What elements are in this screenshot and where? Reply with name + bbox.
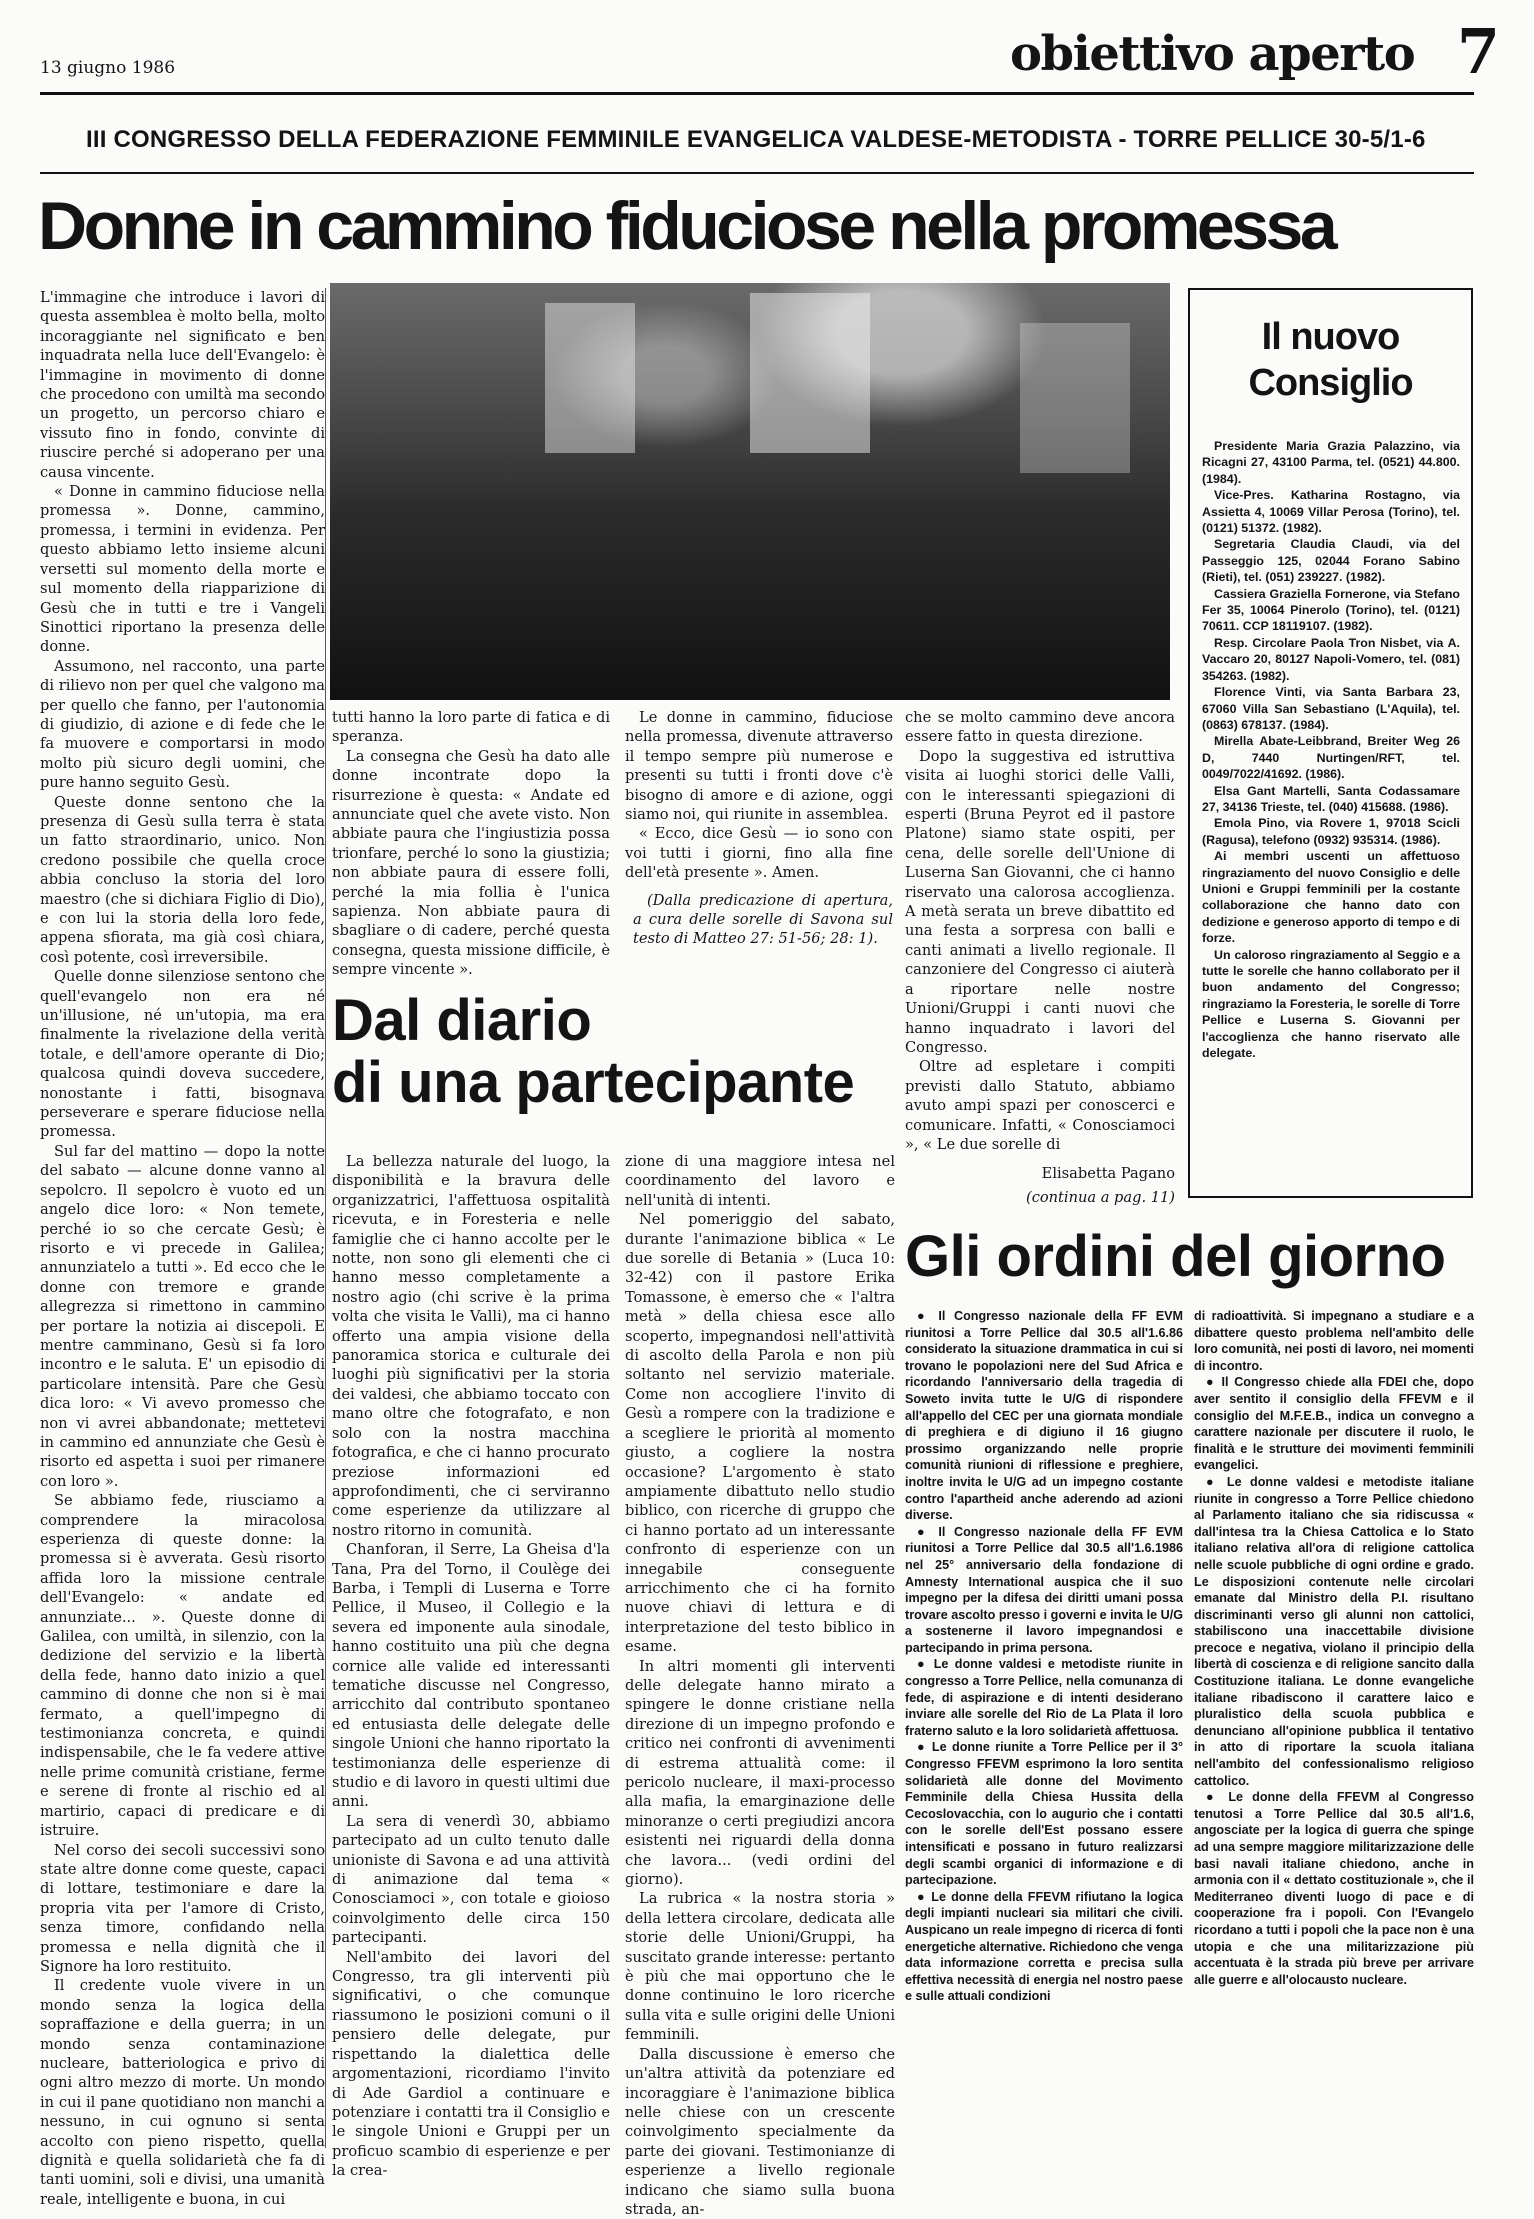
diary-paragraph: Dopo la suggestiva ed istruttiva visita ai luoghi storici delle Valli, con le interessanti spiegazioni di esperti (Bruna Peyrot ed il pastore Platone) siamo state ospiti, per cena, delle sorelle dell'Unione di Luserna San Giovanni, che ci hanno riservato una calorosa accoglienza. A metà serata un breve dibattito ed una festa a sorpresa con balli e canti animati a livello regionale. Il canzoniere del Congresso ci aiuterà a riportare nelle nostre Unioni/Gruppi i canti nuovi che hanno inquadrato i lavori del Congresso. xyxy=(905,747,1175,1056)
odg-column-1 xyxy=(905,1308,1183,2152)
odg-item: ● Le donne valdesi e metodiste riunite in congresso a Torre Pellice, nella comunanza di fede, di aspirazione e di intenti desiderano inviare alle sorelle del Rio de La Plata il loro fraterno saluto e la loro solidarietà affettuosa. xyxy=(905,1657,1183,1738)
diary-paragraph: La rubrica « la nostra storia » della lettera circolare, dedicata alle storie delle Unioni/Gruppi, ha suscitato grande interesse: pertanto è più che mai opportuno che le donne continuino le loro ricerche sulla vita e sulle origini delle Unioni femminili. xyxy=(625,1890,895,2044)
council-thanks: Un caloroso ringraziamento al Seggio e a tutte le sorelle che hanno collaborato per il buon andamento del Congresso; ringraziamo la Foresteria, le sorelle di Torre Pellice e Luserna S. Giovanni per l'accoglienza che hanno riservato alle delegate. xyxy=(1202,947,1460,1061)
diary-paragraph: Nel pomeriggio del sabato, durante l'animazione biblica « Le due sorelle di Betania » (Luca 10: 32-42) con il pastore Erika Tomassone, è emerso che « l'altra metà » della chiesa esce allo scoperto, impegnandosi nell'attività di ascolto della Parola e non più soltanto nel servizio materiale. Come non accogliere l'invito di Gesù a rompere con la tradizione e a scegliere le priorità al momento giusto, a cogliere la nostra occasione? L'argomento è stato ampiamente dibattuto nello studio biblico, con ricerche di gruppo che ci hanno portato ad un interessante confronto di esperienze con un innegabile conseguente arricchimento che ci ha fornito nuove chiavi di lettura e di interpretazione del testo biblico in esame. xyxy=(625,1211,895,1656)
article-column-1 xyxy=(40,288,325,2208)
council-thanks: Ai membri uscenti un affettuoso ringraziamento del nuovo Consiglio e delle Unioni e Gruppi femminili per la costante collaborazione che hanno dato con dedizione e generoso apporto di tempo e di forze. xyxy=(1202,849,1460,946)
diary-paragraph: In altri momenti gli interventi delle delegate hanno mirato a spingere le donne cristiane nella direzione di un impegno profondo e critico nei confronti di avvenimenti di estrema attualità come: il pericolo nucleare, il maxi-processo alla mafia, la emarginazione delle minoranze o certi pregiudizi ancora esistenti nei riguardi della donna che lavora... (vedi ordini del giorno). xyxy=(625,1657,895,1889)
page-number: 7 xyxy=(1456,15,1500,88)
council-entry: Segretaria Claudia Claudi, via del Passeggio 125, 02044 Forano Sabino (Rieti), tel. (051) 239227. (1982). xyxy=(1202,537,1460,585)
council-entry: Resp. Circolare Paola Tron Nisbet, via A. Vaccaro 20, 80127 Napoli-Vomero, tel. (081) 354263. (1982). xyxy=(1202,635,1460,683)
council-box xyxy=(1188,288,1473,1198)
source-note: (Dalla predicazione di apertura, a cura delle sorelle di Savona sul testo di Matteo 27: 51-56; 28: 1). xyxy=(633,891,893,948)
masthead-rule xyxy=(40,92,1474,95)
diary-paragraph: Nell'ambito dei lavori del Congresso, tra gli interventi più significativi, o che comunque riassumono le posizioni comuni o il pensiero delle delegate, pur rispettando la dialettica delle argomentazioni, ricordiamo l'invito di Ade Gardiol a continuare e potenziare i contatti tra il Consiglio e le singole Unioni e Gruppi per un proficuo scambio di esperienze e per la crea- xyxy=(332,1948,610,2180)
article-paragraph: Il credente vuole vivere in un mondo senza la logica della sopraffazione e della guerra; in un mondo senza contaminazione nucleare, batteriologica e privo di ogni altro mezzo di morte. Un mondo in cui il pane quotidiano non manchi a nessuno, in cui ognuno si senta accolto con pieno rispetto, quella dignità e quella solidarietà che fa di tanti uomini, soli e divisi, una umanità reale, intelligente e buona, in cui xyxy=(40,1977,325,2208)
diary-paragraph: Dalla discussione è emerso che un'altra attività da potenziare ed incoraggiare è l'animazione biblica nelle chiese con un crescente coinvolgimento specialmente da parte dei giovani. Testimonianze di esperienze a livello regionale indicano che siamo sulla buona strada, an- xyxy=(625,2045,895,2218)
section-title: obiettivo aperto xyxy=(1010,26,1415,82)
council-title xyxy=(1190,314,1471,414)
author-signature: Elisabetta Pagano xyxy=(1041,1165,1175,1183)
article-paragraph: L'immagine che introduce i lavori di questa assemblea è molto bella, molto incoraggiante nel significato e ben inquadrata nella luce dell'Evangelo: è l'immagine in movimento di donne che procedono con umiltà ma secondo un progetto, un percorso chiaro e vissuto fino in fondo, convinte di riuscire perché si adoperano per una causa vincente. xyxy=(40,289,325,481)
article-paragraph: La consegna che Gesù ha dato alle donne incontrate dopo la risurrezione è questa: « Andate ed annunciate quel che avete visto. Non abbiate paura che l'ingiustizia possa trionfare, perché lo sono la giustizia; non abbiate paura di essere folli, perché la mia follia è l'unica sapienza. Non abbiate paura di sbagliare o di cadere, perché questa consegna, questa missione difficile, è sempre vincente ». xyxy=(332,747,610,979)
council-title-line-1: Il nuovo xyxy=(1261,316,1400,358)
column-rule xyxy=(325,288,326,2148)
diary-paragraph: La bellezza naturale del luogo, la disponibilità e la bravura delle organizzatrici, l'affettuosa ospitalità ricevuta, e in Foresteria e nelle famiglie che ci hanno accolte per le notte, non sono gli elementi che ci hanno messo completamente a nostro agio (chi scrive è la prima volta che visita le Valli), ma ci hanno offerto una ampia visione della panoramica storica e culturale dei luoghi più significativi per la storia dei valdesi, che abbiamo toccato con mano oltre che fotografato, e non solo con la nostra macchina fotografica, e che ci hanno procurato preziose informazioni ed approfondimenti, che ci serviranno come esperienze da utilizzare al nostro ritorno in comunità. xyxy=(332,1153,610,1539)
diary-column-1 xyxy=(332,1152,610,2180)
diary-paragraph: zione di una maggiore intesa nel coordinamento del lavoro e nell'unità di intenti. xyxy=(625,1153,895,1209)
odg-item: ● Il Congresso chiede alla FDEI che, dopo aver sentito il consiglio della FFEVM e il consiglio del M.F.E.B., indica un convegno a carattere nazionale per discutere il ruolo, le finalità e le strutture dei movimenti femminili evangelici. xyxy=(1194,1375,1474,1473)
odg-item: ● Le donne della FFEVM al Congresso tenutosi a Torre Pellice dal 30.5 all'1.6, angosciate per la logica di guerra che spinge ad una sempre maggiore militarizzazione delle basi navali italiane chiedono, anche in armonia con il « dettato costituzionale », che il Mediterraneo diventi luogo di pace e di cooperazione fra i popoli. Con l'Evangelo ricordano a tutti i popoli che la pace non è una utopia e che una militarizzazione più accentuata è la strada più breve per arrivare alle guerre e all'olocausto nucleare. xyxy=(1194,1790,1474,1987)
diary-headline-line-2: di una partecipante xyxy=(332,1050,855,1115)
odg-headline: Gli ordini del giorno xyxy=(905,1224,1446,1289)
diary-paragraph: La sera di venerdì 30, abbiamo partecipato ad un culto tenuto dalle unioniste di Savona e ad una attività di animazione dal tema « Conosciamoci », con totale e gioioso coinvolgimento delle circa 150 partecipanti. xyxy=(332,1812,610,1947)
council-entry: Elsa Gant Martelli, Santa Codassamare 27, 34136 Trieste, tel. (040) 415688. (1986). xyxy=(1202,783,1460,814)
diary-column-3 xyxy=(905,708,1175,1208)
odg-item: di radioattività. Si impegnano a studiare e a dibattere questo problema nell'ambito delle loro comunità, nei posti di lavoro, nei momenti di incontro. xyxy=(1194,1309,1474,1373)
council-entry: Presidente Maria Grazia Palazzino, via Ricagni 27, 43100 Parma, tel. (0521) 44.800. (1984). xyxy=(1202,439,1460,486)
article-paragraph: Assumono, nel racconto, una parte di rilievo non per quel che valgono ma per quello che fanno, per l'autonomia di giudizio, di azione e di fede che le fa muovere e comportarsi in modo molto più sicuro degli uomini, che pure hanno seguito Gesù. xyxy=(40,657,325,792)
diary-column-2 xyxy=(625,1152,895,2218)
odg-item: ● Le donne della FFEVM rifiutano la logica degli impianti nucleari sia militari che civili. Auspicano un reale impegno di ricerca di fonti energetiche alternative. Richiedono che venga data informazione corretta e precisa sulla effettiva necessità di energia nel nostro paese e sulle attuali condizioni xyxy=(905,1889,1183,2004)
diary-headline-line-1: Dal diario xyxy=(332,988,592,1053)
council-entry: Vice-Pres. Katharina Rostagno, via Assietta 4, 10069 Villar Perosa (Torino), tel. (0121) 51372. (1982). xyxy=(1202,488,1460,536)
continued-note: (continua a pag. 11) xyxy=(1026,1188,1175,1206)
diary-headline xyxy=(332,990,912,1120)
council-entry: Emola Pino, via Rovere 1, 97018 Scicli (Ragusa), telefono (0932) 935314. (1986). xyxy=(1202,816,1460,847)
headline: Donne in cammino fiduciose nella promessa xyxy=(38,188,1335,264)
article-column-3 xyxy=(625,708,893,978)
council-entry: Mirella Abate-Leibbrand, Breiter Weg 26 D, 7440 Nurtingen/RFT, tel. 0049/7022/41692. (1986). xyxy=(1202,734,1460,782)
article-paragraph: Le donne in cammino, fiduciose nella promessa, divenute attraverso il tempo sempre più numerose e presenti su tutti i fronti dove c'è bisogno di amore e di azione, oggi siamo noi, qui riunite in assemblea. xyxy=(625,709,893,824)
council-list xyxy=(1202,438,1460,1188)
diary-paragraph: Chanforan, il Serre, La Gheisa d'la Tana, Pra del Torno, il Coulège dei Barba, i Templi di Luserna e Torre Pellice, il Museo, il Collegio e la severa ed imponente aula sinodale, hanno costituito una più che degna cornice alle valide ed interessanti tematiche discusse nel Congresso, arricchito dal contributo spontaneo ed entusiasta delle delegate delle singole Unioni che hanno riportato la testimonianza delle esperienze di studio e di lavoro in questi ultimi due anni. xyxy=(332,1541,610,1811)
window-shape xyxy=(545,303,635,453)
article-paragraph: « Ecco, dice Gesù — io sono con voi tutti i giorni, fino alla fine dell'età presente ». Amen. xyxy=(625,825,893,882)
odg-item: ● Il Congresso nazionale della FF EVM riunitosi a Torre Pellice dal 30.5 all'1.6.86 considerato la situazione drammatica in cui si trovano le popolazioni nere del Sud Africa e ricordando l'anniversario della tragedia di Soweto invita tutte le U/G di rispondere all'appello del CEC per una giornata mondiale di preghiera e di digiuno il 16 giugno prossimo organizzando nelle proprie comunità riunioni di riflessione e preghiere, inoltre invita le U/G ad un impegno costante contro l'apartheid anche aderendo ad azioni diverse. xyxy=(905,1309,1183,1523)
article-paragraph: « Donne in cammino fiduciose nella promessa ». Donne, cammino, promessa, i termini in evidenza. Per questo abbiamo letto insieme alcuni versetti sul momento della morte e sul momento della riapparizione di Gesù che in tutti e tre i Vangeli Sinottici riportano la presenza delle donne. xyxy=(40,483,325,656)
article-column-2 xyxy=(332,708,610,978)
odg-item: ● Le donne riunite a Torre Pellice per il 3° Congresso FFEVM esprimono la loro sentita solidarietà alle donne del Movimento Femminile della Chiesa Hussita della Cecoslovacchia, con lo augurio che i contatti con le sorelle dell'Est possano essere intensificati e possano in futuro realizzarsi degli scambi organici di informazione e di partecipazione. xyxy=(905,1740,1183,1888)
diary-paragraph: che se molto cammino deve ancora essere fatto in questa direzione. xyxy=(905,709,1175,746)
article-paragraph: Queste donne sentono che la presenza di Gesù sulla terra è stata un fatto straordinario, unico. Non credono possibile che quella croce abbia concluso la storia del loro maestro (che si dichiara Figlio di Dio), e con lui la storia della loro fede, appena sfiorata, ma già così chiara, così potente, così irreversibile. xyxy=(40,793,325,966)
window-shape xyxy=(1020,323,1130,473)
article-paragraph: Quelle donne silenziose sentono che quell'evangelo non era né un'illusione, né un'utopia, ma era finalmente la rivelazione della verità totale, e dell'amore operante di Dio; qualcosa quindi doveva succedere, nonostante i fatti, bisognava perseverare e sperare fiduciose nella promessa. xyxy=(40,968,325,1141)
article-paragraph: Nel corso dei secoli successivi sono state altre donne come queste, capaci di lottare, testimoniare e dare la propria vita per l'amore di Cristo, senza timore, confidando nella promessa e nella dignità che il Signore ha loro restituito. xyxy=(40,1841,325,1975)
assembly-photo xyxy=(330,283,1170,700)
council-title-line-2: Consiglio xyxy=(1248,362,1413,404)
council-entry: Cassiera Graziella Fornerone, via Stefano Fer 35, 10064 Pinerolo (Torino), tel. (0121) 70611. CCP 18119107. (1982). xyxy=(1202,586,1460,634)
odg-item: ● Le donne valdesi e metodiste italiane riunite in congresso a Torre Pellice chiedono al Parlamento italiano che sia ridiscussa « dall'intesa tra la Chiesa Cattolica e lo Stato italiano relativa all'ora di religione cattolica nelle scuole pubbliche di ogni ordine e grado. Le disposizioni contenute nelle circolari emanate dal Ministro della P.I. risultano discriminanti verso gli alunni non cattolici, stabiliscono una inaccettabile divisione precoce e negativa, violano il principio della libertà di coscienza e di religione sancito dalla Costituzione italiana. Le donne evangeliche italiane ribadiscono il carattere laico e pluralistico della scuola pubblica e denunciano all'opinione pubblica il tentativo in atto di riportare la scuola italiana nell'ambito del confessionalismo religioso cattolico. xyxy=(1194,1474,1474,1788)
issue-date: 13 giugno 1986 xyxy=(40,58,176,78)
odg-item: ● Il Congresso nazionale della FF EVM riunitosi a Torre Pellice dal 30.5 all'1.6.1986 nel 25° anniversario della fondazione di Amnesty International auspica che il suo impegno per la difesa dei diritti umani possa trovare ascolto presso i governi e invita le U/G a sostenerne il lavoro impegnandosi e partecipando in prima persona. xyxy=(905,1524,1183,1655)
article-paragraph: tutti hanno la loro parte di fatica e di speranza. xyxy=(332,709,610,746)
article-paragraph: Se abbiamo fede, riusciamo a comprendere la miracolosa esperienza di queste donne: la promessa si è avverata. Gesù risorto affida loro la missione centrale dell'Evangelo: « andate ed annunziate... ». Queste donne di Galilea, con umiltà, in silenzio, con la dedizione del servizio e la libertà della fede, hanno dato inizio a quel cammino di donne che non si è mai fermato, a quell'impegno di testimonianza concreta, e quindi indispensabile, che le fa vedere attive nelle prime comunità cristiane, ferme e serene di fronte al rischio ed al martirio, capaci di predicare e di istruire. xyxy=(40,1492,325,1840)
kicker: III CONGRESSO DELLA FEDERAZIONE FEMMINILE EVANGELICA VALDESE-METODISTA - TORRE PELLICE 30-5/1-6 xyxy=(86,126,1426,153)
kicker-rule xyxy=(40,172,1474,174)
council-entry: Florence Vinti, via Santa Barbara 23, 67060 Villa San Sebastiano (L'Aquila), tel. (0863) 678137. (1984). xyxy=(1202,685,1460,732)
odg-column-2 xyxy=(1194,1308,1474,2152)
window-shape xyxy=(750,293,870,453)
article-paragraph: Sul far del mattino — dopo la notte del sabato — alcune donne vanno al sepolcro. Il sepolcro è vuoto ed un angelo dice loro: « Non temete, perché io so che cercate Gesù; è risorto e vi precede in Galilea; annunziatelo a tutti ». Ed ecco che le donne con tremore e grande allegrezza si rimettono in cammino per portare la notizia ai discepoli. E mentre camminano, Gesù si fa loro incontro e le saluta. E' un episodio di particolare intensità. Pare che Gesù dica loro: « Vi avevo promesso che non vi avrei abbandonate; mettetevi in cammino ed annunziate che Gesù è risorto ed aspetta i suoi per rimanere con loro ». xyxy=(40,1142,325,1490)
diary-paragraph: Oltre ad espletare i compiti previsti dallo Statuto, abbiamo avuto ampi spazi per conoscerci e comunicare. Infatti, « Conosciamoci », « Le due sorelle di xyxy=(905,1058,1175,1153)
